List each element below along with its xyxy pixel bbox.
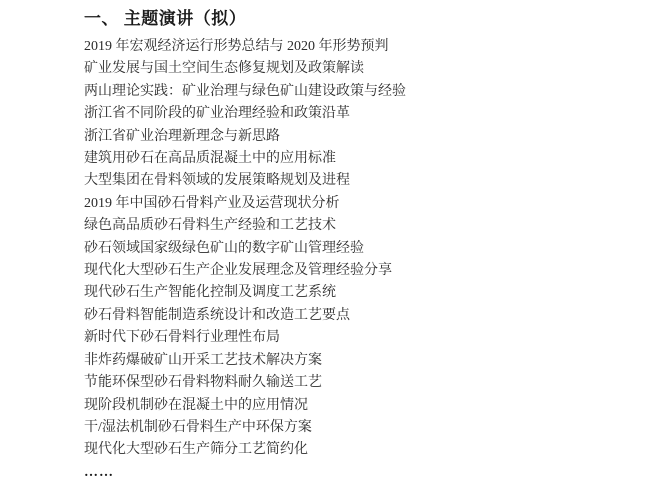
topic-item: 节能环保型砂石骨料物料耐久输送工艺	[84, 375, 322, 391]
topic-item: 矿业发展与国土空间生态修复规划及政策解读	[84, 61, 364, 77]
topic-item: 现阶段机制砂在混凝土中的应用情况	[84, 397, 308, 413]
topic-item: 两山理论实践：矿业治理与绿色矿山建设政策与经验	[84, 83, 406, 99]
topic-item: 2019 年中国砂石骨料产业及运营现状分析	[84, 195, 340, 211]
topic-item: 2019 年宏观经济运行形势总结与 2020 年形势预判	[84, 39, 389, 54]
topic-item: 大型集团在骨料领域的发展策略规划及进程	[84, 173, 350, 189]
topic-item: 现代化大型砂石生产筛分工艺简约化	[84, 442, 308, 458]
topic-item: 现代砂石生产智能化控制及调度工艺系统	[84, 285, 336, 301]
topic-item: 浙江省不同阶段的矿业治理经验和政策沿革	[84, 106, 350, 122]
topic-item: 非炸药爆破矿山开采工艺技术解决方案	[84, 352, 322, 368]
topic-list	[84, 36, 610, 479]
section-heading: 一、 主题演讲（拟）	[84, 9, 247, 28]
topic-item: 砂石骨料智能制造系统设计和改造工艺要点	[84, 307, 350, 323]
topic-item: 现代化大型砂石生产企业发展理念及管理经验分享	[84, 263, 392, 279]
topic-item: 绿色高品质砂石骨料生产经验和工艺技术	[84, 218, 336, 234]
topic-item: 干/湿法机制砂石骨料生产中环保方案	[84, 419, 312, 435]
topic-item: 建筑用砂石在高品质混凝土中的应用标准	[84, 151, 336, 167]
ellipsis-line: ……	[84, 464, 114, 479]
topic-item: 砂石领域国家级绿色矿山的数字矿山管理经验	[84, 240, 364, 256]
topic-item: 新时代下砂石骨料行业理性布局	[84, 330, 280, 346]
topic-item: 浙江省矿业治理新理念与新思路	[84, 128, 280, 144]
